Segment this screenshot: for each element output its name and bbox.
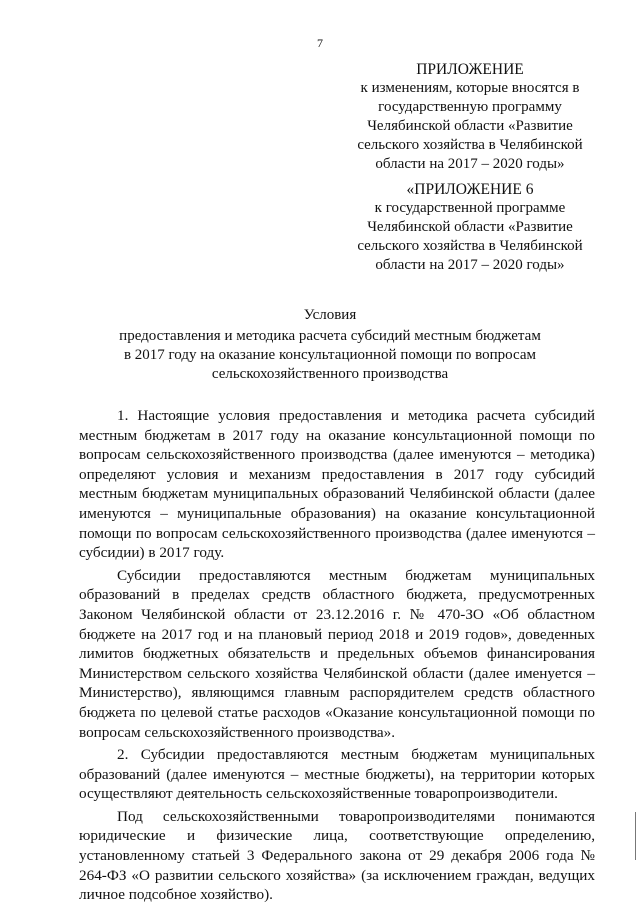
appendix-line: области на 2017 – 2020 годы» <box>375 257 565 273</box>
document-title <box>90 306 570 384</box>
paragraph-2: Субсидии предоставляются местным бюджетам муниципальных образований в пределах средств областного бюджета, предусмотренных Законом Челябинской области от 23.12.2016 г. № 470-ЗО «Об областном бюджете на 2017 год и на плановый период 2018 и 2019 годов», доведенных лимитов бюджетных обязательств и предельных объемов финансирования Министерством сельского хозяйства Челябинской области (далее именуется – Министерство), являющимся главным распорядителем средств областного бюджета по целевой статье расходов «Оказание консультационной помощи по вопросам сельскохозяйственного производства». <box>79 566 595 741</box>
appendix-6-block <box>350 180 590 275</box>
appendix-to-amendments <box>350 60 590 174</box>
appendix-line: сельского хозяйства в Челябинской <box>357 238 583 254</box>
appendix-line: к государственной программе <box>374 200 566 216</box>
title-heading: Условия <box>303 307 357 323</box>
appendix-line: области на 2017 – 2020 годы» <box>375 156 565 172</box>
appendix-heading: ПРИЛОЖЕНИЕ <box>416 61 524 78</box>
paragraph-4: Под сельскохозяйственными товаропроизводителями понимаются юридические и физические лица, соответствующие определению, установленному статьей 3 Федерального закона от 29 декабря 2006 года № 264-ФЗ «О развитии сельского хозяйства» (за исключением граждан, ведущих личное подсобное хозяйство). <box>79 807 595 904</box>
appendix-line: к изменениям, которые вносятся в <box>360 80 580 96</box>
appendix-line: сельского хозяйства в Челябинской <box>357 137 583 153</box>
title-line: предоставления и методика расчета субсидий местным бюджетам <box>119 328 541 344</box>
appendix-line: государственную программу <box>378 99 562 115</box>
appendix-heading: «ПРИЛОЖЕНИЕ 6 <box>406 181 534 198</box>
document-body <box>79 406 595 907</box>
paragraph-1: 1. Настоящие условия предоставления и методика расчета субсидий местным бюджетам в 2017 году на оказание консультационной помощи по вопросам сельскохозяйственного производства (далее именуются – методика) определяют условия и механизм предоставления в 2017 году субсидий местным бюджетам муниципальных образований Челябинской области (далее именуются – муниципальные образования) на оказание консультационной помощи по вопросам сельскохозяйственного производства (далее именуются – субсидии) в 2017 году. <box>79 407 595 562</box>
appendix-line: Челябинской области «Развитие <box>367 219 573 235</box>
title-line: в 2017 году на оказание консультационной помощи по вопросам <box>123 347 537 363</box>
page-number: 7 <box>317 36 323 50</box>
scan-margin-mark <box>635 812 636 860</box>
appendix-line: Челябинской области «Развитие <box>367 118 573 134</box>
title-line: сельскохозяйственного производства <box>211 366 449 382</box>
paragraph-3: 2. Субсидии предоставляются местным бюджетам муниципальных образований (далее именуются – местные бюджеты), на территории которых осуществляют деятельность сельскохозяйственные товаропроизводители. <box>79 746 595 803</box>
